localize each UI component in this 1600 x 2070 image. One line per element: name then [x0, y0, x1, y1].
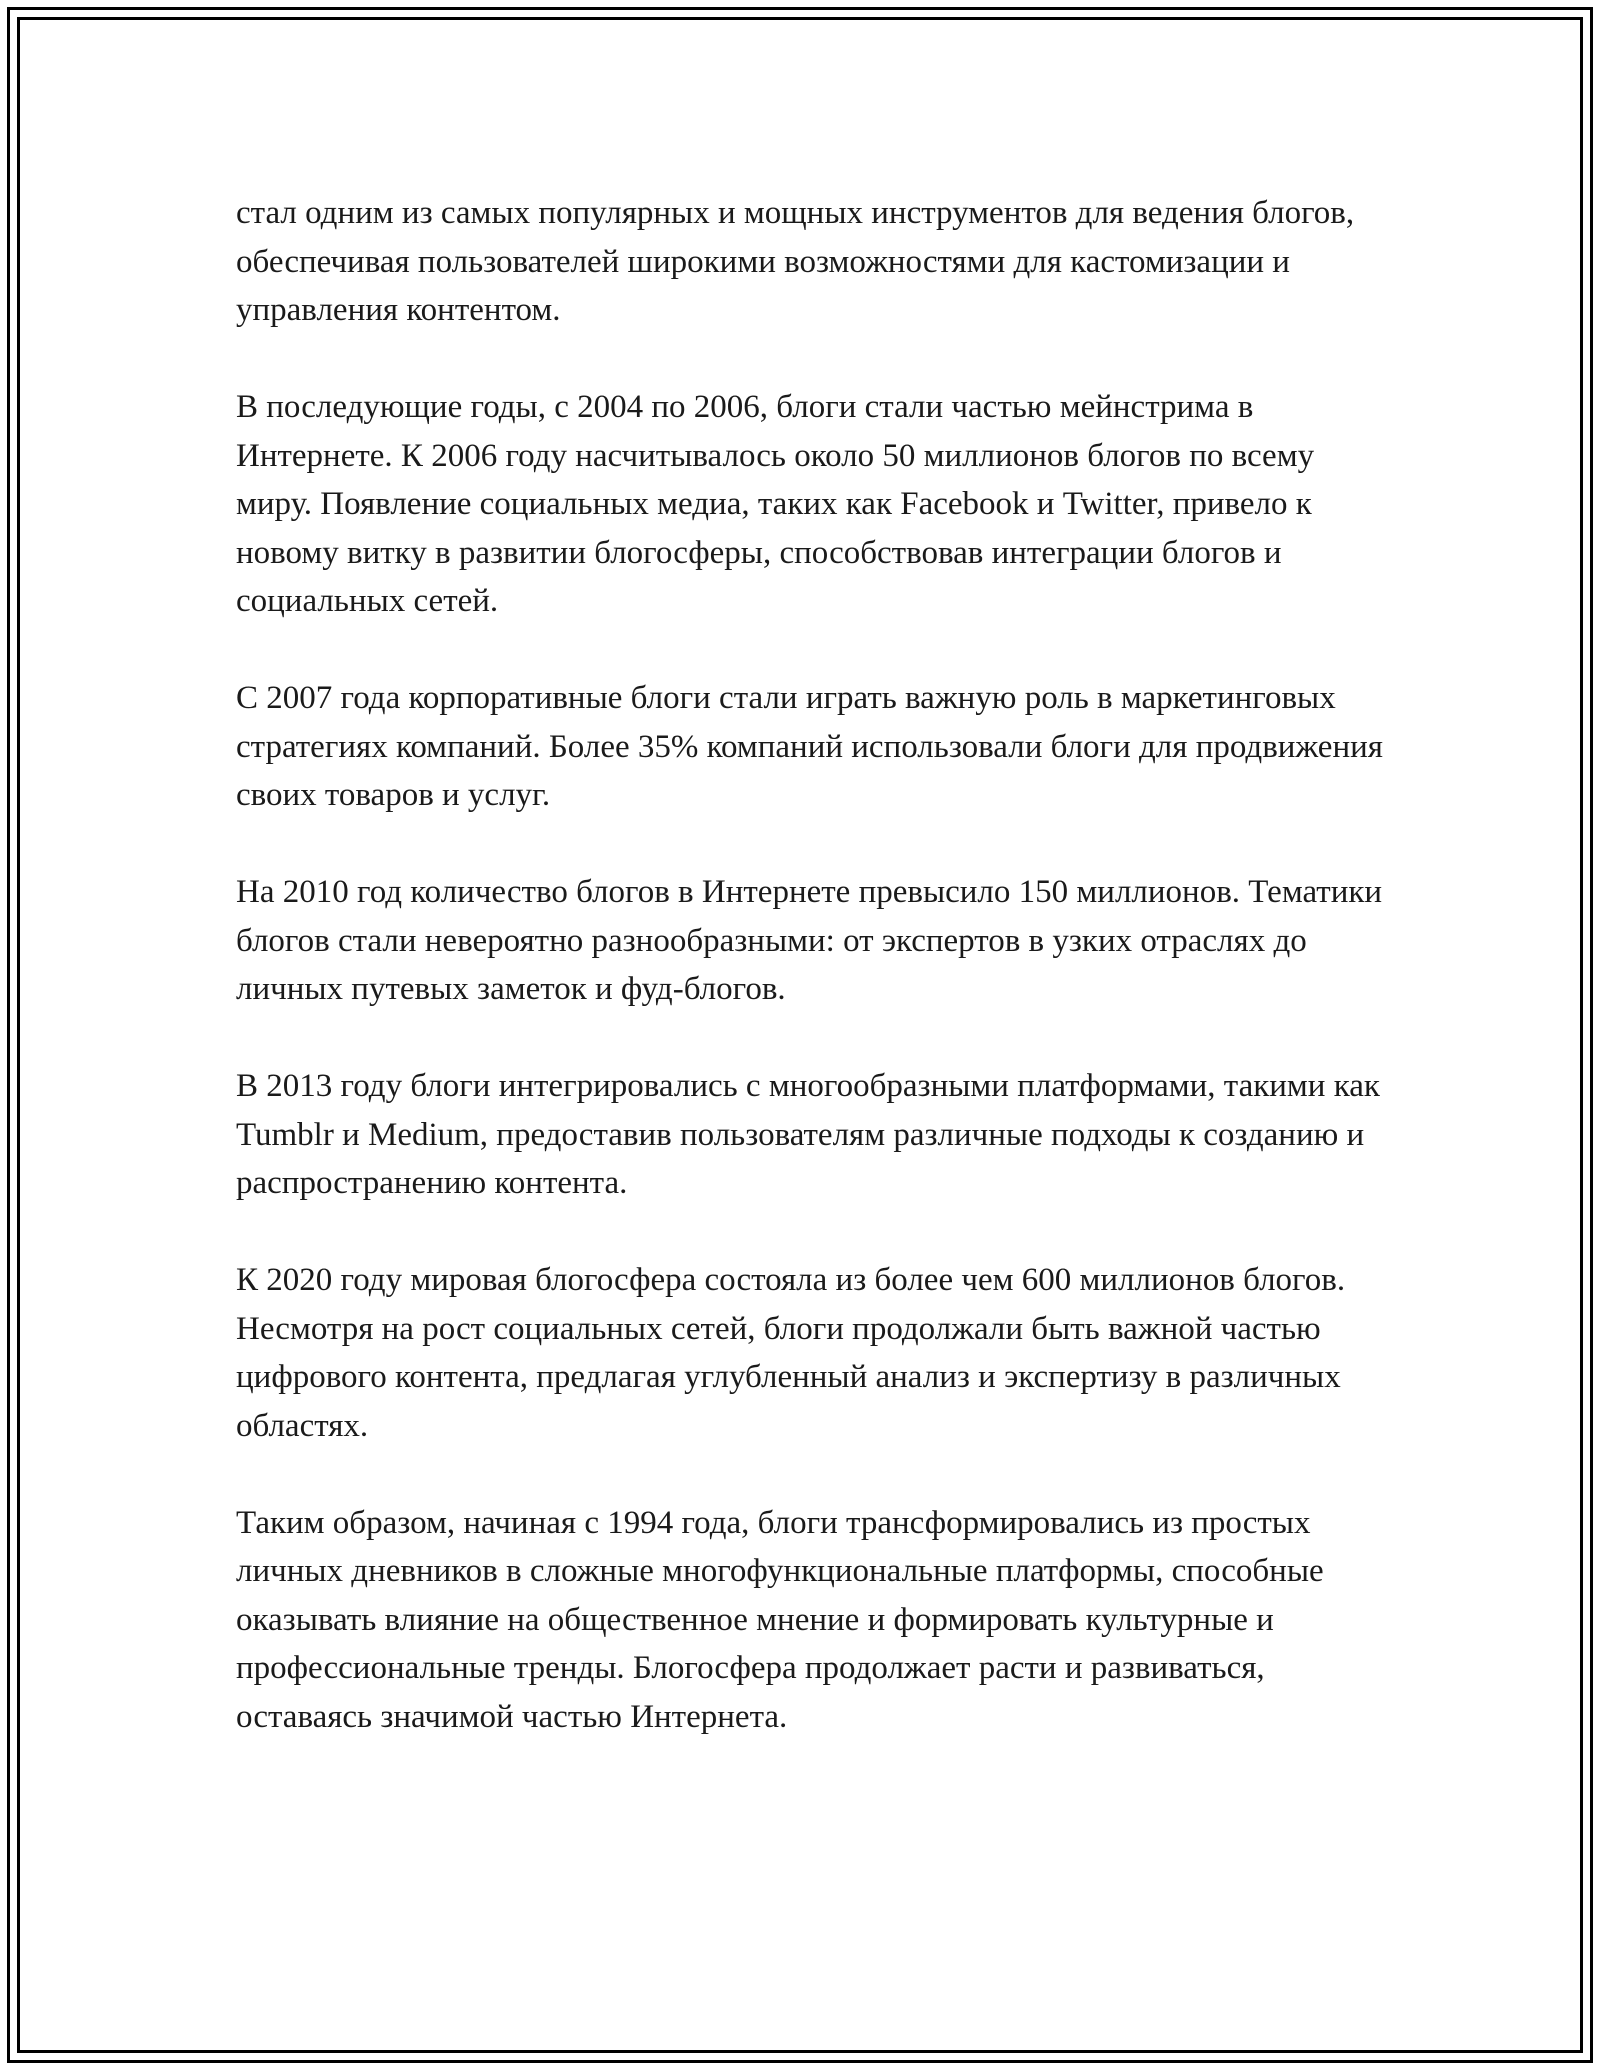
paragraph-5: В 2013 году блоги интегрировались с многообразными платформами, такими как Tumblr и Medium, предоставив пользователям различные подходы к созданию и распространению контента. [236, 1068, 1380, 1201]
paragraph-2: В последующие годы, с 2004 по 2006, блоги стали частью мейнстрима в Интернете. К 2006 году насчитывалось около 50 миллионов блогов по всему миру. Появление социальных медиа, таких как Facebook и Twitter, привело к новому витку в развитии блогосферы, способствовав интеграции блогов и социальных сетей. [236, 389, 1315, 619]
paragraph-7: Таким образом, начиная с 1994 года, блоги трансформировались из простых личных дневников в сложные многофункциональные платформы, способные оказывать влияние на общественное мнение и формировать культурные и профессиональные тренды. Блогосфера продолжает расти и развиваться, оставаясь значимой частью Интернета. [236, 1504, 1324, 1735]
document-body [236, 189, 1386, 1741]
paragraph-3: С 2007 года корпоративные блоги стали играть важную роль в маркетинговых стратегиях компаний. Более 35% компаний использовали блоги для продвижения своих товаров и услуг. [236, 680, 1383, 813]
paragraph-1: стал одним из самых популярных и мощных инструментов для ведения блогов, обеспечивая пользователей широкими возможностями для кастомизации и управления контентом. [236, 195, 1355, 328]
paragraph-4: На 2010 год количество блогов в Интернете превысило 150 миллионов. Тематики блогов стали невероятно разнообразными: от экспертов в узких отраслях до личных путевых заметок и фуд-блогов. [236, 874, 1383, 1007]
paragraph-6: К 2020 году мировая блогосфера состояла из более чем 600 миллионов блогов. Несмотря на рост социальных сетей, блоги продолжали быть важной частью цифрового контента, предлагая углубленный анализ и экспертизу в различных областях. [236, 1262, 1346, 1444]
